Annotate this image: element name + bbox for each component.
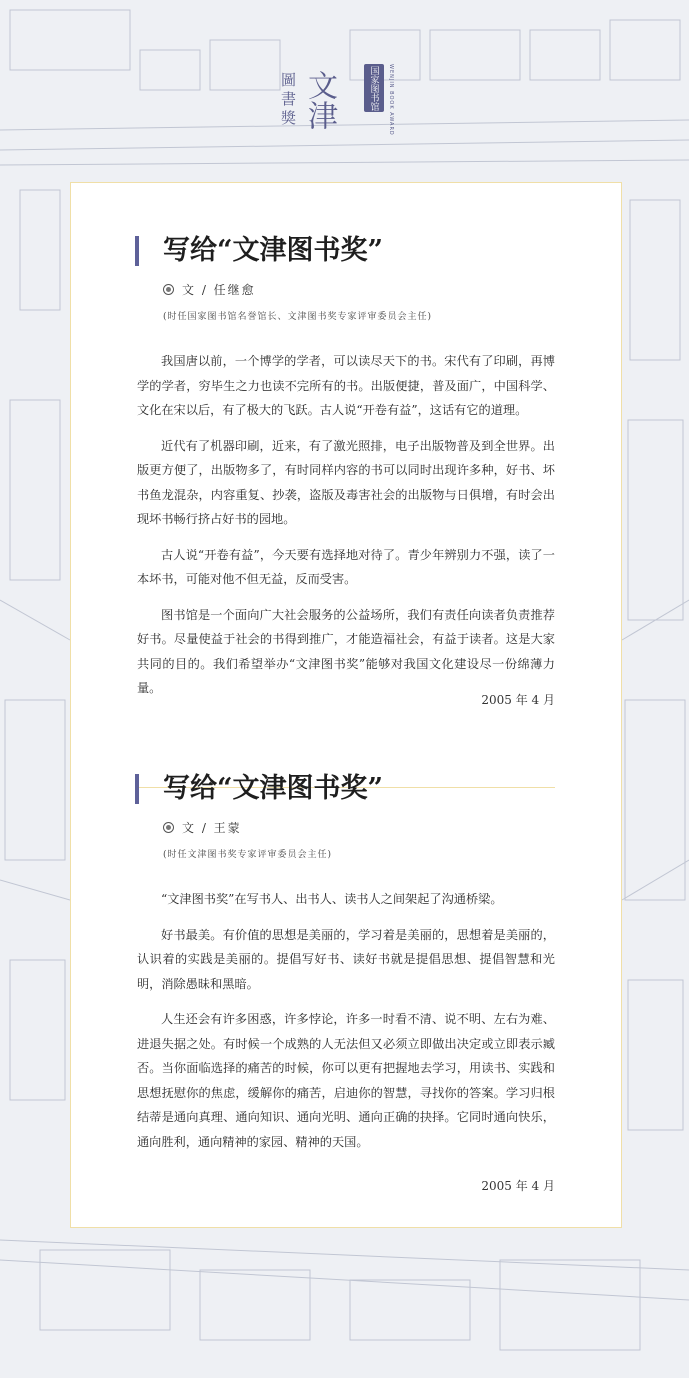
bullet-circle-icon (163, 284, 174, 295)
logo-text-award: 圖書獎 (279, 72, 297, 129)
article-date: 2005 年 4 月 (481, 693, 555, 707)
paragraph: 人生还会有许多困惑，许多悖论，许多一时看不清、说不明、左右为难、进退失据之处。有时候一个成熟的人无法但又必须立即做出决定或立即表示臧否。当你面临选择的痛苦的时候，你可以更有把握地去学习，用读书、实践和思想抚慰你的焦虑，缓解你的痛苦，启迪你的智慧，寻找你的答案。学习归根结蒂是通向真理、通向知识、通向光明、通向正确的抉择。它同时通向快乐，通向胜利，通向精神的家园、精神的天国。 (137, 1012, 555, 1149)
author-line (163, 281, 256, 298)
article-1 (71, 233, 623, 707)
logo-text-wenjin: 文津 (302, 70, 337, 130)
paragraph: 近代有了机器印刷，近来，有了激光照排，电子出版物普及到全世界。出版更方便了，出版物多了，有时同样内容的书可以同时出现许多种，好书、坏书鱼龙混杂，内容重复、抄袭，盗版及毒害社会的出版物与日俱增，有时会出现坏书畅行挤占好书的园地。 (137, 438, 555, 526)
author-role: (时任国家图书馆名誉馆长、文津图书奖专家评审委员会主任) (163, 312, 433, 322)
title-accent-bar (135, 236, 139, 266)
paragraph: 图书馆是一个面向广大社会服务的公益场所，我们有责任向读者负责推荐好书。尽量使益于社会的书得到推广，才能造福社会，有益于读者。这是大家共同的目的。我们希望举办“文津图书奖”能够对我国文化建设尽一份绵薄力量。 (137, 607, 555, 695)
article-card (70, 182, 622, 1228)
author-line (163, 819, 242, 836)
article-title: 写给“文津图书奖” (163, 235, 384, 266)
article-2 (71, 771, 623, 1193)
author-name: 文 / 任继愈 (182, 283, 256, 297)
article-title: 写给“文津图书奖” (163, 773, 384, 804)
paragraph: 古人说“开卷有益”，今天要有选择地对待了。青少年辨别力不强，读了一本坏书，可能对他不但无益，反而受害。 (137, 547, 555, 586)
article-body (137, 349, 555, 712)
bullet-circle-icon (163, 822, 174, 833)
author-name: 文 / 王蒙 (182, 821, 242, 835)
logo-english: WENJIN BOOK AWARD (388, 64, 394, 136)
author-role: (时任文津图书奖专家评审委员会主任) (163, 850, 333, 860)
logo-seal: 国家图书馆 (364, 64, 384, 112)
paragraph: 我国唐以前，一个博学的学者，可以读尽天下的书。宋代有了印刷，再博学的学者，穷毕生之力也读不完所有的书。出版便捷，普及面广，中国科学、文化在宋以后，有了极大的飞跃。古人说“开卷有益”，这话有它的道理。 (137, 354, 555, 417)
paragraph: “文津图书奖”在写书人、出书人、读书人之间架起了沟通桥梁。 (161, 892, 503, 906)
wenjin-award-logo (278, 42, 408, 142)
paragraph: 好书最美。有价值的思想是美丽的，学习着是美丽的，思想着是美丽的，认识着的实践是美丽的。提倡写好书、读好书就是提倡思想、提倡智慧和光明，消除愚昧和黑暗。 (137, 927, 555, 991)
article-body (137, 887, 555, 1165)
title-accent-bar (135, 774, 139, 804)
article-date: 2005 年 4 月 (481, 1179, 555, 1193)
